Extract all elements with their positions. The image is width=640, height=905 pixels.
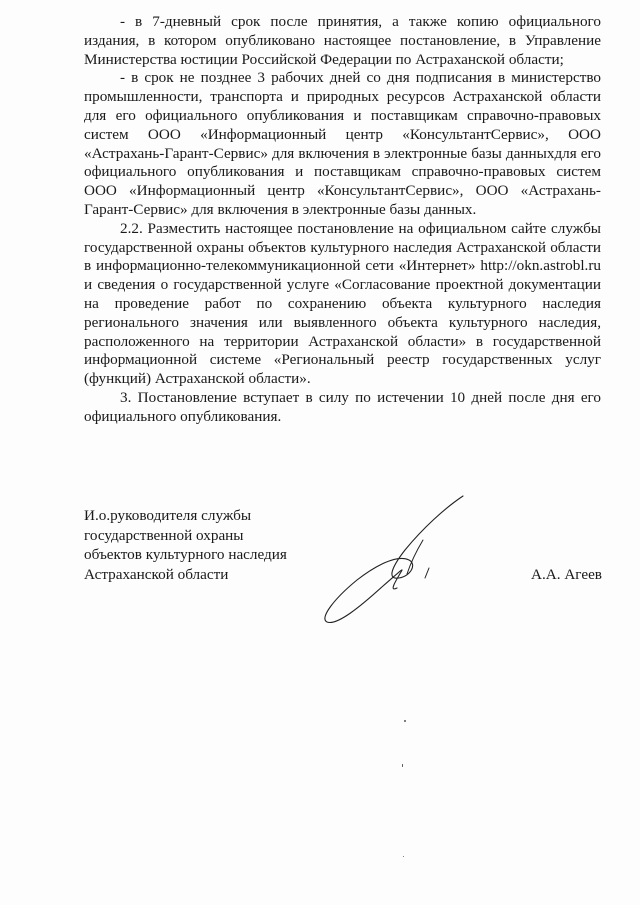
document-body: [84, 13, 601, 427]
signatory-position: [84, 506, 324, 584]
position-line: государственной охраны: [84, 526, 244, 544]
position-line: объектов культурного наследия: [84, 546, 287, 563]
scan-speck: [402, 764, 403, 767]
scan-speck: [403, 856, 404, 857]
scan-speck: [404, 720, 406, 722]
paragraph-website-placement: 2.2. Разместить настоящее постановление на официальном сайте службы государственной охраны объектов культурного наследия Астраханской области в информационно-телекоммуникационной сети «Интернет» http://okn.astrobl.ru и сведения о государственной услуге «Согласование проектной документации на проведение работ по сохранению объекта культурного наследия регионального значения или выявленного объекта культурного наследия, расположенного на территории Астраханской области» в государственной информационной системе «Региональный реестр государственных услуг (функций) Астраханской области».: [84, 219, 601, 388]
position-line: Астраханской области: [84, 565, 229, 583]
handwritten-signature-icon: [305, 488, 485, 628]
paragraph-publication-deadline: - в срок не позднее 3 рабочих дней со дня подписания в министерство промышленности, транспорта и природных ресурсов Астраханской области для его официального опубликования и поставщикам справочно-правовых систем ООО «Информационный центр «КонсультантСервис», ООО «Астрахань-Гарант-Сервис» для включения в электронные базы данныхдля его официального опубликования и поставщикам справочно-правовых систем ООО «Информационный центр «КонсультантСервис», ООО «Астрахань-Гарант-Сервис» для включения в электронные базы данных.: [84, 69, 601, 218]
position-line: И.о.руководителя службы: [84, 507, 252, 524]
signer-name: А.А. Агеев: [531, 566, 602, 583]
paragraph-justice-ministry: - в 7-дневный срок после принятия, а также копию официального издания, в котором опубликовано настоящее постановление, в Управление Министерства юстиции Российской Федерации по Астраханской области;: [84, 13, 601, 68]
paragraph-effective-date: 3. Постановление вступает в силу по истечении 10 дней после дня его официального опубликования.: [84, 388, 601, 425]
